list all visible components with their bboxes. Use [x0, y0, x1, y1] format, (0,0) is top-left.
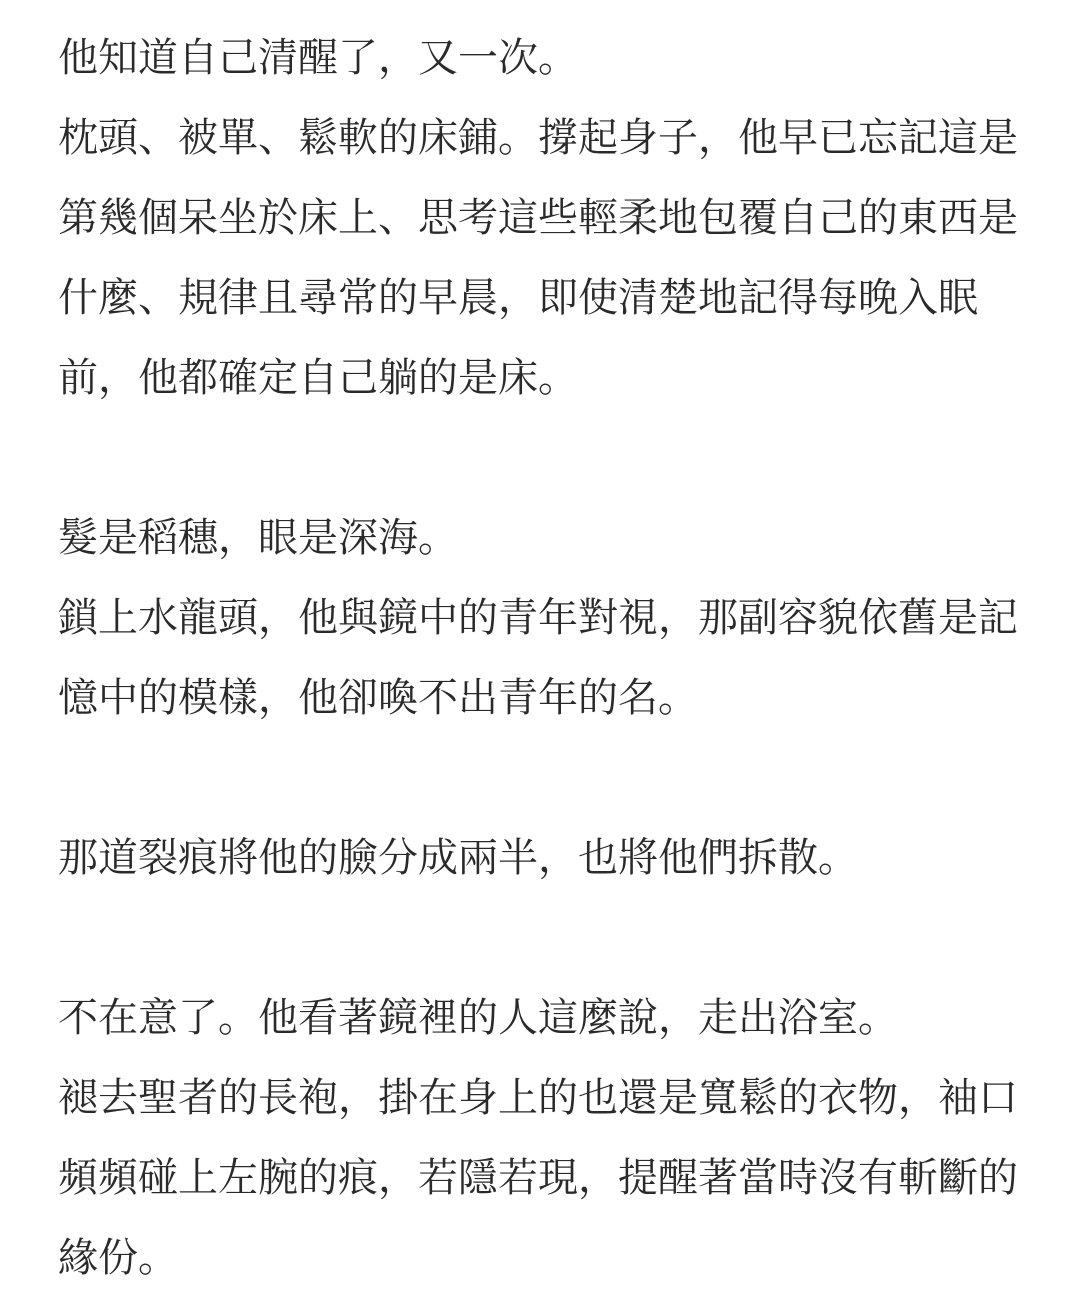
paragraph-gap [58, 738, 1022, 818]
paragraph-5: 那道裂痕將他的臉分成兩半，也將他們拆散。 [58, 835, 858, 881]
paragraph-2: 枕頭、被單、鬆軟的床鋪。撐起身子，他早已忘記這是第幾個呆坐於床上、思考這些輕柔地包覆自己的東西是什麼、規律且尋常的早晨，即使清楚地記得每晚入眠前，他都確定自己躺的是床。 [58, 115, 1018, 401]
paragraph-7: 褪去聖者的長袍，掛在身上的也還是寬鬆的衣物，袖口頻頻碰上左腕的痕，若隱若現，提醒著當時沒有斬斷的緣份。 [58, 1075, 1018, 1281]
paragraph-6: 不在意了。他看著鏡裡的人這麼說，走出浴室。 [58, 995, 898, 1041]
paragraph-gap [58, 898, 1022, 978]
paragraph-1: 他知道自己清醒了，又一次。 [58, 35, 578, 81]
paragraph-3: 髮是稻穗，眼是深海。 [58, 515, 458, 561]
document-body [58, 18, 1022, 1298]
paragraph-4: 鎖上水龍頭，他與鏡中的青年對視，那副容貌依舊是記憶中的模樣，他卻喚不出青年的名。 [58, 595, 1018, 721]
paragraph-gap [58, 418, 1022, 498]
